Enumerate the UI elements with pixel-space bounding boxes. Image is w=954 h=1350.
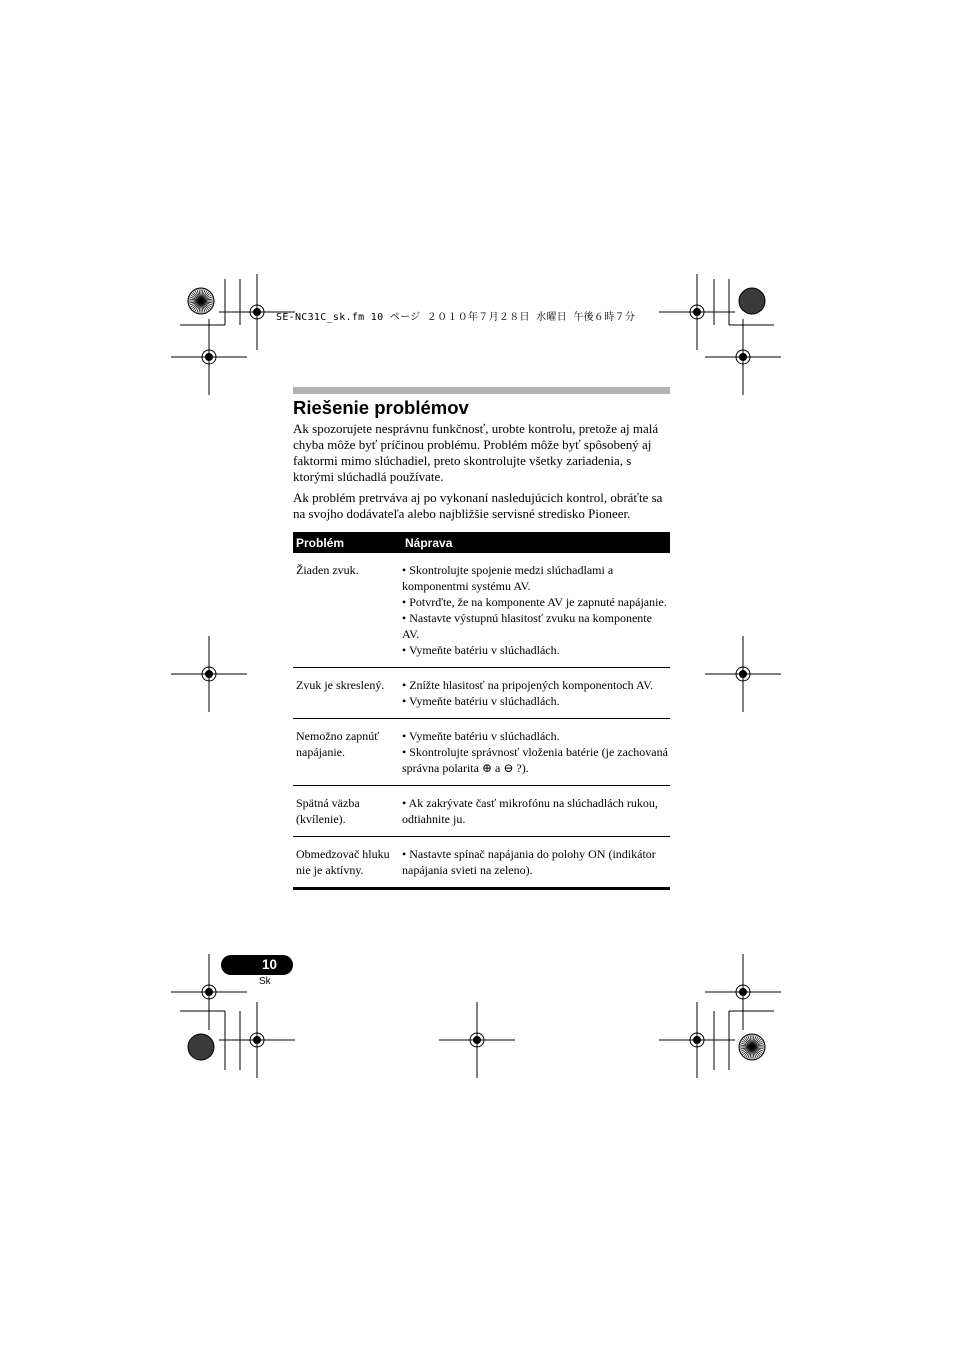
table-row — [293, 837, 670, 890]
remedy-item: • Vymeňte batériu v slúchadlách. — [402, 729, 560, 743]
table-row — [293, 719, 670, 786]
crosshair-mark — [659, 274, 735, 350]
file-info-header: SE-NC31C_sk.fm 10 ページ ２０１０年７月２８日 水曜日 午後６時７分 — [276, 312, 636, 323]
language-code: Sk — [259, 976, 271, 987]
remedy-item: • Ak zakrývate časť mikrofónu na slúchadlách rukou, odtiahnite ju. — [402, 796, 658, 826]
registration-rosette — [739, 288, 765, 314]
crosshair-mark — [705, 636, 781, 712]
remedy-cell — [402, 795, 670, 827]
crosshair-mark — [219, 1002, 295, 1078]
section-rule — [293, 387, 670, 394]
crosshair-mark — [705, 319, 781, 395]
problem-cell: Nemožno zapnúť napájanie. — [296, 729, 380, 759]
remedy-item: • Skontrolujte správnosť vloženia batérie (je zachovaná správna polarita ⊕ a ⊖ ?). — [402, 745, 668, 775]
registration-rosette — [739, 1034, 765, 1060]
remedy-item: • Nastavte výstupnú hlasitosť zvuku na komponente AV. — [402, 611, 652, 641]
remedy-cell — [402, 846, 670, 878]
crosshair-mark — [705, 954, 781, 1030]
problem-cell: Obmedzovač hluku nie je aktívny. — [296, 847, 390, 877]
intro-paragraph-1: Ak spozorujete nesprávnu funkčnosť, urobte kontrolu, pretože aj malá chyba môže byť príčinou problému. Problém môže byť spôsobený aj faktormi mimo slúchadiel, preto skontrolujte všetky zariadenia, s ktorými slúchadlá používate. — [293, 421, 659, 484]
crosshair-mark — [171, 636, 247, 712]
remedy-item: • Vymeňte batériu v slúchadlách. — [402, 694, 560, 708]
problem-cell: Žiaden zvuk. — [296, 563, 359, 577]
problem-cell: Zvuk je skreslený. — [296, 678, 385, 692]
remedy-cell — [402, 562, 670, 658]
header-remedy: Náprava — [405, 535, 453, 550]
table-header — [293, 532, 670, 553]
crosshair-mark — [171, 319, 247, 395]
remedy-item: • Znížte hlasitosť na pripojených komponentoch AV. — [402, 678, 654, 692]
intro-paragraph-2: Ak problém pretrváva aj po vykonaní nasledujúcich kontrol, obráťte sa na svojho dodávateľa alebo najbližšie servisné stredisko Pioneer. — [293, 490, 663, 521]
page-number: 10 — [261, 957, 277, 972]
table-row — [293, 786, 670, 837]
remedy-item: • Nastavte spínač napájania do polohy ON (indikátor napájania svieti na zeleno). — [402, 847, 656, 877]
header-problem: Problém — [296, 535, 345, 550]
troubleshooting-table — [293, 532, 670, 890]
remedy-item: • Vymeňte batériu v slúchadlách. — [402, 643, 560, 657]
remedy-cell — [402, 677, 670, 709]
crosshair-mark — [659, 1002, 735, 1078]
page-number-badge — [221, 955, 293, 975]
table-row — [293, 668, 670, 719]
registration-rosette — [188, 288, 214, 314]
table-row — [293, 553, 670, 668]
table-body — [293, 553, 670, 890]
remedy-item: • Potvrďte, že na komponente AV je zapnuté napájanie. — [402, 595, 667, 609]
problem-cell: Spätná väzba (kvílenie). — [296, 796, 360, 826]
section-title: Riešenie problémov — [293, 397, 469, 418]
remedy-item: • Skontrolujte spojenie medzi slúchadlami a komponentmi systému AV. — [402, 563, 614, 593]
crosshair-mark — [439, 1002, 515, 1078]
remedy-cell — [402, 728, 670, 776]
registration-rosette — [188, 1034, 214, 1060]
